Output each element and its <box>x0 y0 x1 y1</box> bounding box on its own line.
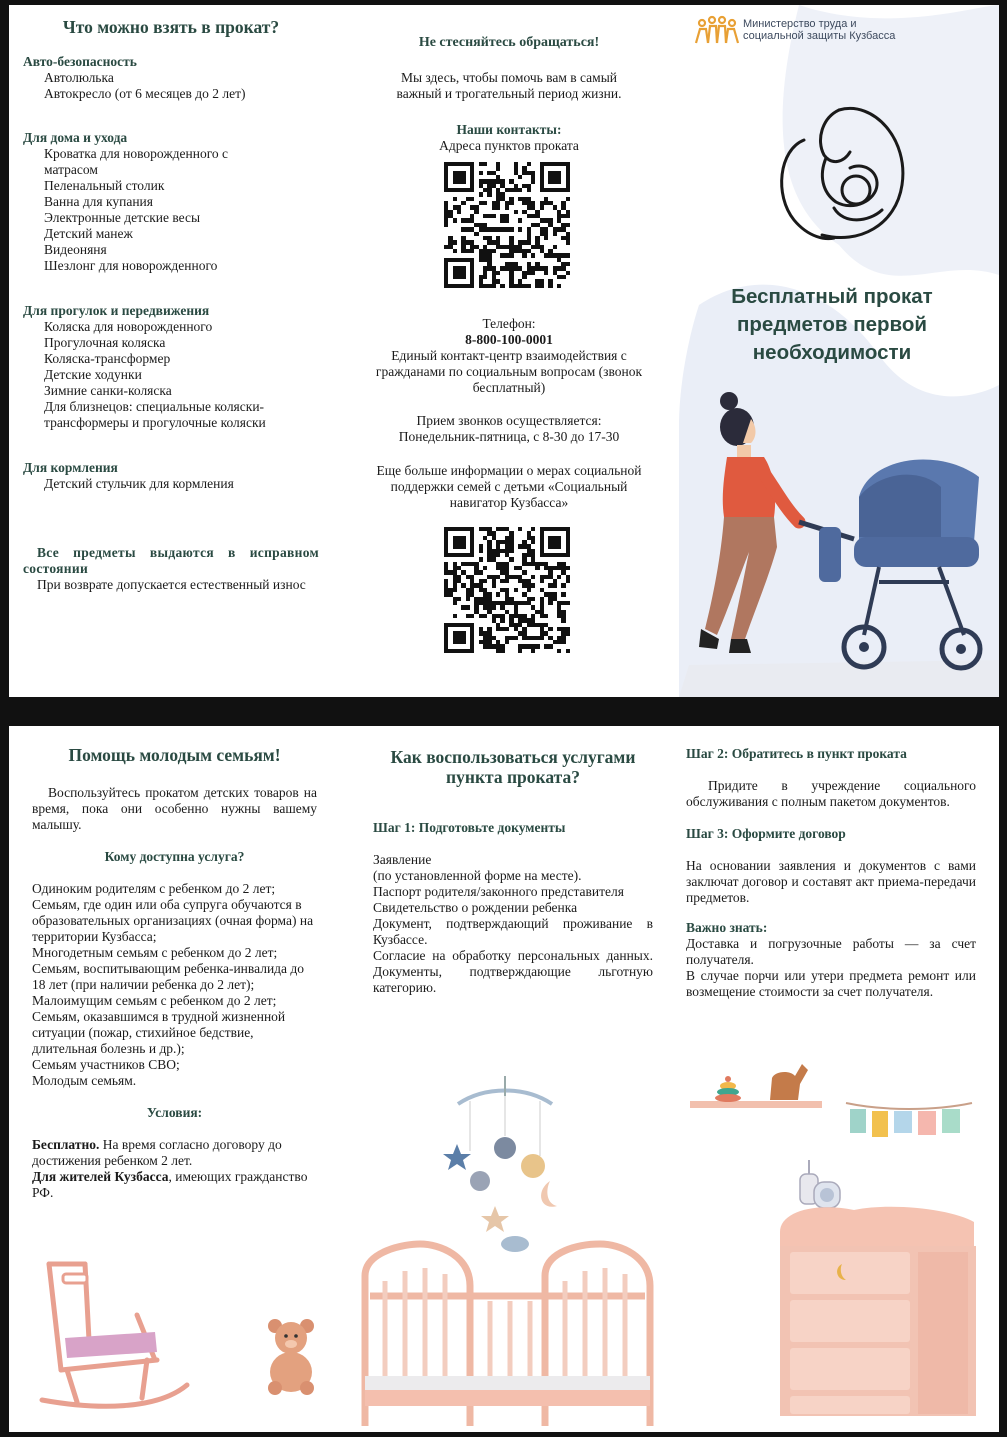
list-item: Электронные детские весы <box>44 210 201 225</box>
more-info-text: Еще больше информации о мерах социальной поддержки семей с детьми «Социальный навигатор Кузбасса» <box>376 463 642 510</box>
mother-baby-logo <box>764 100 914 250</box>
condition-free <box>32 1137 317 1169</box>
list-item: Для близнецов: специальные коляски-трансформеры и прогулочные коляски <box>44 399 266 430</box>
help-title: Помощь молодым семьям! <box>68 745 281 765</box>
rental-items-title: Что можно взять в прокат? <box>62 17 280 37</box>
teddy-bear-illustration <box>261 1316 321 1396</box>
list-item: Автолюлька <box>44 70 114 85</box>
ministry-name: Министерство труда и социальной защиты Кузбасса <box>743 18 896 42</box>
qr-code-addresses[interactable] <box>444 162 570 288</box>
list-item: Прогулочная коляска <box>44 335 166 350</box>
condition-residents <box>32 1169 317 1201</box>
help-intro: Воспользуйтесь прокатом детских товаров на время, пока они особенно нужны вашему малышу. <box>32 785 317 832</box>
section-home-care <box>23 130 319 274</box>
important-2: В случае порчи или утери предмета ремонт или возмещение стоимости за счет получателя. <box>686 968 976 999</box>
list-item: Многодетным семьям с ребенком до 2 лет; <box>32 945 278 960</box>
contact-center-text: Единый контакт-центр взаимодействия с гражданами по социальным вопросам (звонок бесплатный) <box>375 348 643 395</box>
cover-column <box>679 5 999 697</box>
condition-note <box>23 545 319 593</box>
shelf-toys-illustration <box>690 1056 830 1136</box>
important-heading: Важно знать: <box>686 920 768 935</box>
clothesline-illustration <box>844 1097 974 1157</box>
list-item: Малоимущим семьям с ребенком до 2 лет; <box>32 993 277 1008</box>
changing-table-illustration <box>774 1202 984 1422</box>
step2-text: Придите в учреждение социального обслуживания с полным пакетом документов. <box>686 778 976 809</box>
conditions-heading: Условия: <box>146 1105 203 1120</box>
list-item: Документ, подтверждающий проживание в Кузбассе. <box>373 916 653 947</box>
contacts-panel-title: Не стесняйтесь обращаться! <box>418 35 600 50</box>
phone-number[interactable]: 8-800-100-0001 <box>465 332 553 347</box>
list-item: Пеленальный столик <box>44 178 165 193</box>
list-item: Семьям, где один или оба супруга обучаются в образовательных организациях (очная форма) на территории Кузбасса; <box>32 897 314 944</box>
list-item: Молодым семьям. <box>32 1073 137 1088</box>
list-item: Семьям, оказавшимся в трудной жизненной ситуации (пожар, стихийное бедствие, длительная болезнь и др.); <box>32 1009 286 1056</box>
step3-text: На основании заявления и документов с вами заключат договор и составят акт приема-передачи предметов. <box>686 858 976 905</box>
phone-label: Телефон: <box>482 316 536 331</box>
condition-bold: Бесплатно. <box>32 1137 100 1152</box>
list-item: Видеоняня <box>44 242 107 257</box>
ministry-emblem <box>692 15 740 45</box>
condition-text: , имеющих гражданство РФ. <box>32 1169 308 1200</box>
who-list <box>32 881 317 1089</box>
section-heading: Авто-безопасность <box>23 54 137 69</box>
who-heading: Кому доступна услуга? <box>104 849 245 864</box>
step2-heading: Шаг 2: Обратитесь в пункт проката <box>686 746 907 761</box>
list-item: Согласие на обработку персональных данных. Документы, подтверждающие льготную категорию. <box>373 948 653 995</box>
step1-list <box>373 852 653 996</box>
list-item: Заявление <box>373 852 432 867</box>
list-item: Детские ходунки <box>44 367 142 382</box>
list-item: Коляска для новорожденного <box>44 319 213 334</box>
step3-heading: Шаг 3: Оформите договор <box>686 826 846 841</box>
list-item: Семьям, воспитывающим ребенка-инвалида до 18 лет (при наличии ребенка до 2 лет); <box>32 961 305 992</box>
contacts-intro: Мы здесь, чтобы помочь вам в самый важный и трогательный период жизни. <box>396 70 622 101</box>
section-auto-safety <box>23 54 319 102</box>
crib-mobile <box>443 1076 557 1252</box>
qr-code-navigator[interactable] <box>444 527 570 653</box>
section-heading: Для кормления <box>23 460 118 475</box>
crib-illustration <box>345 1056 665 1426</box>
list-item: (по установленной форме на месте). <box>373 868 582 883</box>
section-heading: Для прогулок и передвижения <box>23 303 210 318</box>
contacts-column <box>364 5 654 697</box>
section-walks <box>23 303 319 431</box>
how-to-title: Как воспользоваться услугами пункта проката? <box>390 747 636 787</box>
contacts-sub: Адреса пунктов проката <box>439 138 579 153</box>
condition-bold: Для жителей Кузбасса <box>32 1169 169 1184</box>
list-item: Ванна для купания <box>44 194 153 209</box>
brochure-inner-side <box>9 726 999 1432</box>
section-heading: Для дома и ухода <box>23 130 128 145</box>
list-item: Детский манеж <box>44 226 133 241</box>
important-1: Доставка и погрузочные работы — за счет получателя. <box>686 936 976 967</box>
contacts-heading: Наши контакты: <box>456 122 562 137</box>
list-item: Кроватка для новорожденного с матрасом <box>44 146 229 177</box>
mother-with-stroller-illustration <box>679 377 999 697</box>
list-item: Детский стульчик для кормления <box>44 476 234 491</box>
hours-text: Понедельник-пятница, с 8-30 до 17-30 <box>398 429 620 444</box>
condition-text: На время согласно договору до достижения ребенком 2 лет. <box>32 1137 282 1168</box>
rental-items-column <box>23 5 319 697</box>
list-item: Зимние санки-коляска <box>44 383 172 398</box>
list-item: Шезлонг для новорожденного <box>44 258 218 273</box>
list-item: Коляска-трансформер <box>44 351 171 366</box>
list-item: Одиноким родителям с ребенком до 2 лет; <box>32 881 276 896</box>
list-item: Паспорт родителя/законного представителя <box>373 884 624 899</box>
step1-heading: Шаг 1: Подготовьте документы <box>373 820 566 835</box>
rocking-chair-illustration <box>37 1260 197 1420</box>
ministry-logo <box>692 15 918 45</box>
brochure-outer-side <box>9 5 999 697</box>
section-feeding <box>23 460 319 492</box>
note-text: При возврате допускается естественный износ <box>37 577 306 592</box>
note-heading: Все предметы выдаются в исправном состоянии <box>23 545 319 576</box>
list-item: Автокресло (от 6 месяцев до 2 лет) <box>44 86 246 101</box>
hours-label: Прием звонков осуществляется: <box>416 413 602 428</box>
list-item: Семьям участников СВО; <box>32 1057 180 1072</box>
list-item: Свидетельство о рождении ребенка <box>373 900 578 915</box>
cover-title: Бесплатный прокат предметов первой необходимости <box>731 285 933 364</box>
